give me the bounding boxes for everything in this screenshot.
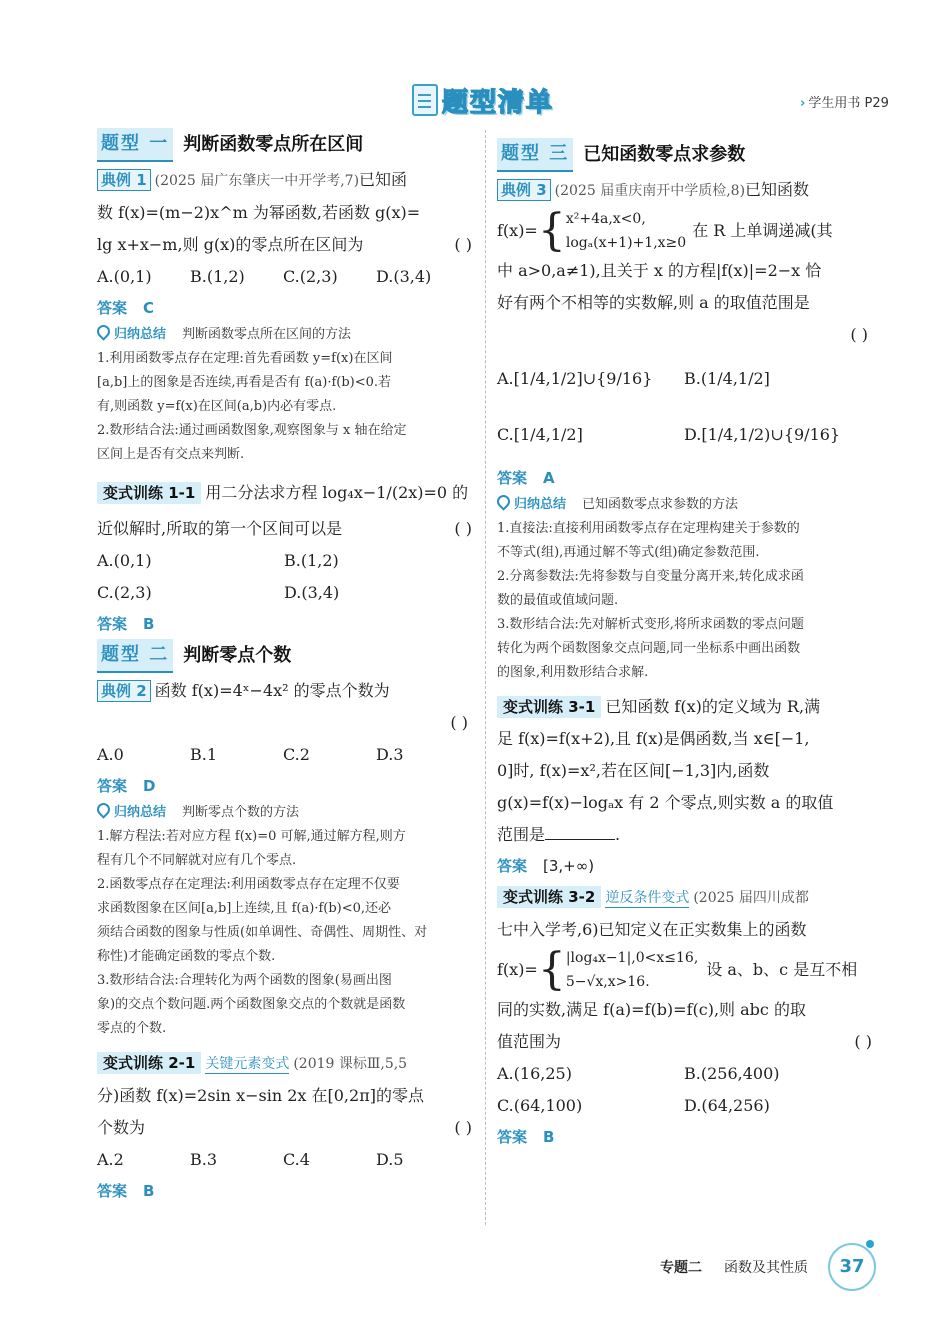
answer-label: 答案 (97, 299, 128, 317)
topic-3-heading (497, 140, 872, 170)
answer-paren: ( ) (450, 713, 468, 732)
option-d: D.(64,256) (684, 1096, 770, 1115)
summary-line: 的图象,利用数形结合求解. (497, 665, 649, 680)
option-a: A.2 (97, 1150, 124, 1169)
training-2-1 (97, 1047, 472, 1206)
banner-title: 题型清单 (442, 88, 555, 118)
training-tag: 变式训练 3-2 (497, 886, 601, 908)
example-tag: 典例 1 (97, 169, 151, 191)
left-brace: { (537, 944, 566, 995)
summary-line: 2.函数零点存在定理法:利用函数零点存在定理不仅要 (97, 877, 400, 892)
example-2 (97, 675, 472, 801)
answer-label: 答案 (97, 777, 128, 795)
piecewise-function (497, 946, 872, 994)
question-text: 已知函数 (745, 180, 810, 199)
option-d: D.3 (376, 745, 404, 764)
option-d: D.(3,4) (376, 267, 432, 286)
summary-line: 1.解方程法:若对应方程 f(x)=0 可解,通过解方程,则方 (97, 829, 406, 844)
answer-value: [3,+∞) (543, 857, 595, 875)
left-column (97, 128, 472, 1206)
summary-2 (97, 801, 472, 1041)
summary-line: 象)的交点个数问题.两个函数图象交点的个数就是函数 (97, 997, 406, 1012)
answer (97, 1176, 472, 1206)
option-a: A.(16,25) (497, 1064, 572, 1083)
answer-value: B (143, 615, 155, 633)
summary-line: 数的最值或值域问题. (497, 593, 619, 608)
topic-name: 判断函数零点所在区间 (183, 134, 364, 155)
book-reference (800, 92, 889, 111)
option-a: A.[1/4,1/2]∪{9/16} (497, 369, 653, 388)
summary-line: 转化为两个函数图象交点问题,同一坐标系中画出函数 (497, 641, 801, 656)
summary-method: 判断函数零点所在区间的方法 (182, 327, 352, 342)
summary-line: 1.直接法:直接利用函数零点存在定理构建关于参数的 (497, 521, 800, 536)
question-text: 用二分法求方程 log₄x−1/(2x)=0 的 (205, 483, 469, 502)
topic-tag: 题型 三 (497, 138, 573, 172)
footer-section: 专题二 (660, 1260, 702, 1276)
option-a: A.0 (97, 745, 124, 764)
question-text: 数 f(x)=(m−2)x^m 为幂函数,若函数 g(x)= (97, 203, 421, 222)
example-source: (2025 届重庆南开中学质检,8) (554, 183, 746, 199)
pieces (566, 207, 686, 255)
option-d: D.5 (376, 1150, 404, 1169)
piece: 5−√x,x>16. (565, 974, 650, 990)
topic-1-heading (97, 130, 472, 160)
piece: x²+4a,x<0, (565, 211, 646, 227)
question-text: 中 a>0,a≠1),且关于 x 的方程|f(x)|=2−x 恰 (497, 261, 822, 280)
footer-chapter-name: 函数及其性质 (724, 1260, 808, 1276)
summary-3 (497, 493, 872, 685)
topic-2-heading (97, 641, 472, 671)
answer-value: B (143, 1182, 155, 1200)
option-c: C.(64,100) (497, 1096, 583, 1115)
training-3-2 (497, 881, 872, 1152)
question-text: 0]时, f(x)=x²,若在区间[−1,3]内,函数 (497, 761, 770, 780)
answer-label: 答案 (497, 469, 528, 487)
left-brace: { (537, 205, 566, 256)
answer-paren: ( ) (454, 519, 472, 538)
summary-method: 判断零点个数的方法 (182, 805, 300, 820)
answer-paren: ( ) (854, 1032, 872, 1051)
question-text: 近似解时,所取的第一个区间可以是 (97, 519, 343, 538)
summary-line: 求函数图象在区间[a,b]上连续,且 f(a)·f(b)<0,还必 (97, 901, 392, 916)
answer-label: 答案 (497, 1128, 528, 1146)
training-3-1: 变式训练 3-1 已知函数 f(x)的定义域为 R,满 足 f(x)=f(x+2),且 f(x)是偶函数,当 x∈[−1, 0]时, f(x)=x²,若在区间[−1,3]内,函数 g(x)=f(x)−logₐx 有 2 个零点,则实数 a 的取值 范围是 . 答案 [3,+∞) (497, 691, 872, 881)
question-text: 个数为 (97, 1118, 146, 1137)
summary-head (97, 801, 472, 825)
pieces (566, 946, 698, 994)
fx-label: f(x)= (497, 221, 538, 240)
fill-blank[interactable] (545, 823, 615, 840)
answer-paren: ( ) (850, 325, 868, 344)
option-c: C.[1/4,1/2] (497, 425, 583, 444)
question-text: 值范围为 (497, 1032, 562, 1051)
summary-line: 3.数形结合法:合理转化为两个函数的图象(易画出图 (97, 973, 392, 988)
options (97, 1144, 472, 1176)
summary-line: 区间上是否有交点来判断. (97, 447, 245, 462)
clipboard-icon (412, 84, 438, 116)
pin-icon (94, 322, 112, 340)
answer (497, 851, 872, 881)
answer-value: B (543, 1128, 555, 1146)
summary-label: 归纳总结 (514, 497, 567, 512)
answer-label: 答案 (97, 1182, 128, 1200)
piece: |log₄x−1|,0<x≤16, (565, 950, 699, 966)
option-c: C.4 (283, 1150, 310, 1169)
question-text: 同的实数,满足 f(a)=f(b)=f(c),则 abc 的取 (497, 1000, 806, 1019)
training-tag: 变式训练 3-1 (497, 696, 601, 718)
answer (97, 609, 472, 639)
options (497, 1058, 872, 1122)
summary-line: 程有几个不同解就对应有几个零点. (97, 853, 297, 868)
question-text: 分)函数 f(x)=2sin x−sin 2x 在[0,2π]的零点 (97, 1086, 424, 1105)
pin-icon (94, 800, 112, 818)
answer-value: C (143, 299, 155, 317)
summary-label: 归纳总结 (114, 805, 167, 820)
chevron-right-icon: › (800, 96, 806, 111)
piece: logₐ(x+1)+1,x≥0 (565, 235, 687, 251)
example-tag: 典例 3 (497, 179, 551, 201)
training-1-1 (97, 473, 472, 639)
answer-label: 答案 (497, 857, 528, 875)
answer-value: D (143, 777, 156, 795)
variant-tag: 关键元素变式 (205, 1056, 290, 1072)
summary-line: 称性)才能确定函数的零点个数. (97, 949, 276, 964)
question-text: 已知函 (359, 170, 408, 189)
answer (97, 771, 472, 801)
question-text: 设 a、b、c 是互不相 (706, 960, 858, 979)
answer-value: A (543, 469, 555, 487)
options (97, 545, 472, 609)
question-text: 好有两个不相等的实数解,则 a 的取值范围是 (497, 293, 810, 312)
training-source: (2025 届四川成都 (693, 890, 809, 906)
page-number: 37 (828, 1243, 876, 1291)
summary-head (97, 323, 472, 347)
option-b: B.(1/4,1/2] (684, 369, 770, 388)
summary-line: 2.分离参数法:先将参数与自变量分离开来,转化成求函 (497, 569, 804, 584)
summary-head (497, 493, 872, 517)
option-b: B.(256,400) (684, 1064, 780, 1083)
summary-line: 3.数形结合法:先对解析式变形,将所求函数的零点问题 (497, 617, 804, 632)
topic-tag: 题型 二 (97, 639, 173, 673)
option-d: D.(3,4) (284, 583, 340, 602)
answer-paren: ( ) (454, 235, 472, 254)
question-text: 足 f(x)=f(x+2),且 f(x)是偶函数,当 x∈[−1, (497, 729, 810, 748)
section-banner (412, 82, 554, 116)
fx-label: f(x)= (497, 960, 538, 979)
pin-icon (494, 492, 512, 510)
piecewise-function (497, 207, 872, 255)
summary-method: 已知函数零点求参数的方法 (582, 497, 739, 512)
option-c: C.(2,3) (283, 267, 338, 286)
question-text: 函数 f(x)=4ˣ−4x² 的零点个数为 (154, 681, 390, 700)
options (97, 261, 472, 293)
question-text: 在 R 上单调递减(其 (692, 221, 833, 240)
answer (497, 1122, 872, 1152)
example-source: (2025 届广东肇庆一中开学考,7) (154, 173, 360, 189)
variant-tag: 逆反条件变式 (605, 890, 690, 906)
example-1 (97, 164, 472, 323)
example-3 (497, 174, 872, 493)
options (97, 739, 472, 771)
page-dot-decoration (866, 1240, 874, 1248)
answer-paren: ( ) (454, 1118, 472, 1137)
training-tag: 变式训练 1-1 (97, 482, 201, 504)
right-column (497, 138, 872, 1152)
options (497, 351, 872, 463)
question-text: lg x+x−m,则 g(x)的零点所在区间为 (97, 235, 364, 254)
topic-name: 已知函数零点求参数 (583, 144, 746, 165)
training-tag: 变式训练 2-1 (97, 1052, 201, 1074)
summary-line: 2.数形结合法:通过画函数图象,观察图象与 x 轴在给定 (97, 423, 407, 438)
summary-line: 须结合函数的图象与性质(如单调性、奇偶性、周期性、对 (97, 925, 428, 940)
question-text: 范围是 (497, 825, 546, 844)
option-a: A.(0,1) (97, 551, 152, 570)
option-b: B.3 (190, 1150, 218, 1169)
column-divider (485, 130, 486, 1225)
answer (97, 293, 472, 323)
answer-label: 答案 (97, 615, 128, 633)
topic-name: 判断零点个数 (183, 645, 292, 666)
option-a: A.(0,1) (97, 267, 152, 286)
option-c: C.(2,3) (97, 583, 152, 602)
question-text: 七中入学考,6)已知定义在正实数集上的函数 (497, 920, 807, 939)
option-b: B.(1,2) (190, 267, 245, 286)
summary-label: 归纳总结 (114, 327, 167, 342)
reference-text: 学生用书 P29 (808, 96, 889, 111)
summary-1 (97, 323, 472, 467)
summary-line: 有,则函数 y=f(x)在区间(a,b)内必有零点. (97, 399, 337, 414)
summary-line: 不等式(组),再通过解不等式(组)确定参数范围. (497, 545, 760, 560)
option-d: D.[1/4,1/2)∪{9/16} (684, 425, 841, 444)
summary-line: [a,b]上的图象是否连续,再看是否有 f(a)·f(b)<0.若 (97, 375, 392, 390)
example-tag: 典例 2 (97, 680, 151, 702)
summary-line: 零点的个数. (97, 1021, 167, 1036)
option-b: B.(1,2) (284, 551, 339, 570)
topic-tag: 题型 一 (97, 128, 173, 162)
summary-line: 1.利用函数零点存在定理:首先看函数 y=f(x)在区间 (97, 351, 393, 366)
option-b: B.1 (190, 745, 218, 764)
option-c: C.2 (283, 745, 310, 764)
training-source: (2019 课标Ⅲ,5,5 (293, 1056, 408, 1072)
question-text: 已知函数 f(x)的定义域为 R,满 (605, 697, 821, 716)
answer (497, 463, 872, 493)
question-text: g(x)=f(x)−logₐx 有 2 个零点,则实数 a 的取值 (497, 793, 834, 812)
